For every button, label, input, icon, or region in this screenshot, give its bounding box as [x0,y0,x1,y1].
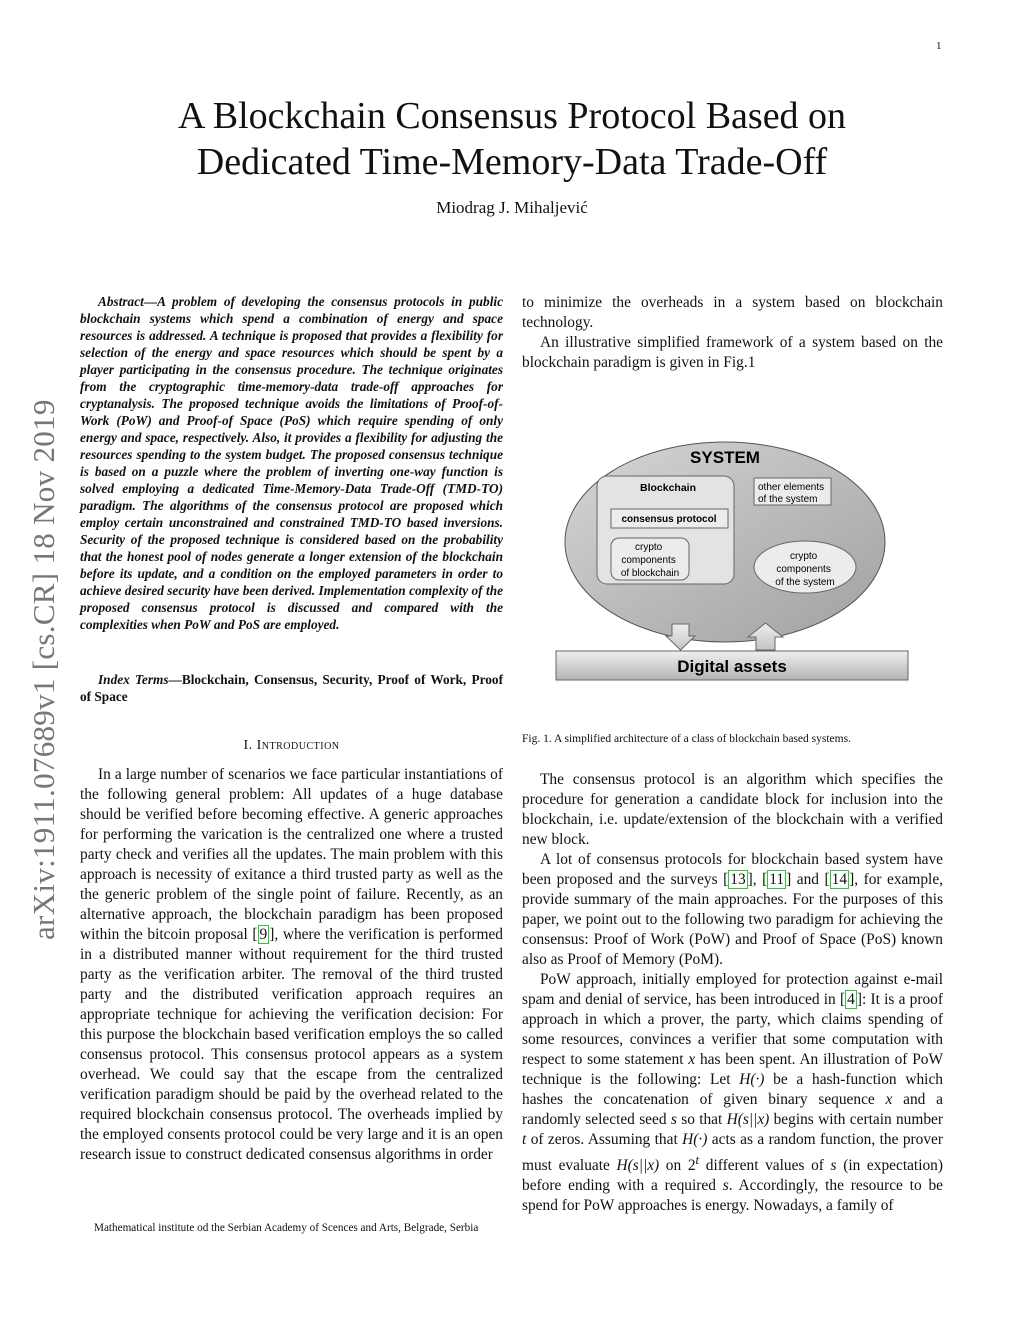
math-s: s [670,1111,677,1128]
surveys-text-b: , for example, provide summary of the main approaches. For the purposes of this paper, we point out to the following two paradigm for achieving the consensus: Proof of Work (PoW) and Proof of Space (PoS) known also as Proof of Memory (PoM). [522,871,944,968]
pow-text-a: PoW approach, initially employed for protection against e-mail spam and denial of service, has been introduced in [522,971,943,1008]
introduction-body [80,765,503,1165]
blockchain-label: Blockchain [639,482,697,494]
math-t-exponent: t [695,1153,700,1167]
intro-paragraph: In a large number of scenarios we face particular instantiations of the following general problem: All updates of a huge database should be verified before becoming effective. A generic approaches for performing the varication is the centralized one where a trusted party check and verifies all the updates. The main problem with this approach is necessity of exitance a third trusted party as well as the the generic problem of the single point of failure. Recently, as an alternative approach, the blockchain paradigm has been proposed within the bitcoin proposal [ 9 ], where the verification is performed in a distributed manner without requirement for the third trusted party as the verification arbiter. The removal of the third trusted party and the distributed verification approach requires an appropriate technique for achieving the verification decision: For this purpose the blockchain based verification employs the so called consensus protocol. This consensus protocol appears as a system overhead. We could say that the escape from the centralized verification paradigm should be paid by the overhead related to the required blockchain consensus protocol. The overheads implied by the employed consents protocol could be very large and it is an open research issue to construct dedicated consensus algorithms in order [80,766,504,1163]
other-elements-label: other elements of the system [758,482,825,505]
paragraph-continuation: to minimize the overheads in a system based on blockchain technology. [522,294,943,331]
pow-text-l: (in expectation) before ending with a required [522,1157,943,1195]
pow-text-d: be a hash-function which hashes the concatenation of given binary sequence [522,1071,943,1108]
digital-assets-label: Digital assets [677,657,787,676]
pow-text-e: and a randomly selected seed [522,1091,943,1128]
pow-text-i: acts as a random function, the prover must evaluate [522,1131,943,1175]
section-numeral: I. [243,738,253,753]
paragraph-consensus-definition: The consensus protocol is an algorithm which specifies the procedure for generation a candidate block for inclusion into the blockchain, i.e. update/extension of the blockchain with a verified new block. [522,771,943,848]
math-hash-fn: H(·) [739,1071,765,1088]
index-terms-text: —Blockchain, Consensus, Security, Proof of Work, Proof of Space [80,672,503,704]
paragraph-pow: PoW approach, initially employed for protection against e-mail spam and denial of service, has been introduced in [ 4 ]: It is a proof approach in which a prover, the party, which claims spending of some resources, convinces a verifier that some computation with respect to some statement x has been spent. An illustration of PoW technique is the following: Let H(·) be a hash-function which hashes the concatenation of given binary sequence x and a randomly selected seed s so that H(s||x) begins with certain number t of zeros. Assuming that H(·) acts as a random function, the prover must evaluate H(s||x) on 2$^t$ different values of s (in expectation) before ending with a required s. Accordingly, the resource to be spend for PoW approaches is energy. Nowadays, a family of [522,971,944,1215]
math-s: s [830,1157,837,1175]
intro-text-a: In a large number of scenarios we face particular instantiations of the following general problem: All updates of a huge database should be verified before becoming effective. A generic approaches for performing the varication is the centralized one where a trusted party check and verifies all the updates. The main problem with this approach is necessity of exitance a third trusted party as well as the the generic problem of the single point of failure. Recently, as an alternative approach, the blockchain paradigm has been proposed within the bitcoin proposal [80,766,503,943]
pow-text-f: so that [676,1111,727,1128]
surveys-sep-2: and [791,871,825,888]
pow-text-j: on [659,1157,688,1175]
math-x: x [885,1091,893,1108]
index-terms-label: Index Terms [98,672,169,687]
intro-text-b: , where the verification is performed in a distributed manner without requirement for the third trusted party as the verification arbiter. The removal of the third trusted party and the distributed verification approach requires an appropriate technique for achieving the verification decision: For this purpose the blockchain based verification employs the so called consensus protocol. This consensus protocol appears as a system overhead. We could say that the escape from the centralized verification paradigm should be paid by the overhead related to the required blockchain consensus protocol. The overheads implied by the employed consents protocol could be very large and it is an open research issue to construct dedicated consensus algorithms in order [80,926,504,1163]
math-t: t [522,1131,527,1148]
crypto-components-system-label: crypto components of the system [775,551,835,588]
citation-link-9[interactable]: 9 [259,926,268,943]
page-number: 1 [936,40,942,52]
math-x: x [688,1051,696,1068]
citation-link-11[interactable]: 11 [769,871,785,888]
system-label: SYSTEM [690,448,760,467]
citation-link-14[interactable]: 14 [831,871,848,888]
section-heading-introduction [80,738,503,754]
right-column-body [522,770,943,1216]
math-hash-concat: H(s||x) [616,1157,660,1175]
surveys-sep-1: , [752,871,763,888]
right-column-top [522,293,943,373]
pow-text-m: . Accordingly, the resource to be spend for PoW approaches is energy. Nowadays, a family of [522,1177,943,1215]
math-hash-concat: H(s||x) [726,1111,770,1128]
consensus-protocol-label: consensus protocol [621,514,717,525]
title-line-2: Dedicated Time-Memory-Data Trade-Off [196,141,828,183]
figure-1-caption: Fig. 1. A simplified architecture of a class of blockchain based systems. [522,733,851,745]
footnote-affiliation: Mathematical institute od the Serbian Academy of Scences and Arts, Belgrade, Serbia [94,1222,479,1234]
paragraph-surveys: A lot of consensus protocols for blockchain based system have been proposed and the surveys [ 13 ], [ 11 ] and [ 14 ], for example, provide summary of the main approaches. For the purposes of this paper, we point out to the following two paradigm for achieving the consensus: Proof of Work (PoW) and Proof of Space (PoS) known also as Proof of Memory (PoM). [522,851,944,968]
section-title: Introduction [256,738,340,753]
title-line-1: A Blockchain Consensus Protocol Based on [177,95,847,137]
abstract-label: Abstract [98,294,144,309]
arxiv-identifier[interactable]: arXiv:1911.07689v1 [cs.CR] 18 Nov 2019 [26,399,61,940]
math-s: s [722,1177,729,1195]
pow-text-k: different values of [699,1157,831,1175]
pow-text-h: of zeros. Assuming that [526,1131,683,1148]
pow-text-b: : It is a proof approach in which a prover, the party, which claims spending of some resources, convinces a verifier that some computation with respect to some statement [522,991,943,1068]
citation-link-13[interactable]: 13 [730,871,746,888]
author-name: Miodrag J. Mihaljević [436,198,588,217]
abstract [80,293,503,633]
abstract-text: —A problem of developing the consensus protocols in public blockchain systems which spend a combination of energy and space resources is addressed. A technique is proposed that provides a flexibility for selection of the energy and space resources which should be spent by a player participating in the consensus procedure. The technique originates from the cryptographic time-memory-data trade-off approaches for cryptanalysis. The proposed technique avoids the limitations of Proof-of-Work (PoW) and Proof-of Space (PoS) which require spending of only energy and space, respectively. Also, it provides a flexibility for adjusting the resources spending to the system budget. The proposed consensus technique is based on a puzzle where the problem of inverting one-way function is solved employing a dedicated Time-Memory-Data Trade-Off (TMD-TO) paradigm. The algorithms of the consensus protocol are proposed which employ certain unconstrained and constrained TMD-TO based inversions. Security of the proposed technique is considered based on the probability that the honest pool of nodes generate a longer extension of the blockchain before its update, and a condition on the employed parameters in order to achieve desired security have been derived. Implementation complexity of the proposed consensus protocol is discussed and compared with the complexities when PoW and PoS are employed. [80,294,503,632]
pow-text-c: has been spent. An illustration of PoW technique is the following: Let [522,1051,943,1088]
paragraph-fig-intro: An illustrative simplified framework of a system based on the blockchain paradigm is given in Fig.1 [522,334,943,371]
math-two: 2 [687,1157,696,1175]
crypto-components-blockchain-label: crypto components of blockchain [620,542,680,579]
index-terms [80,671,503,705]
citation-link-4[interactable]: 4 [847,991,855,1008]
surveys-text-a: A lot of consensus protocols for blockchain based system have been proposed and the surveys [522,851,943,888]
pow-text-g: begins with certain number [769,1111,944,1128]
paper-title [0,93,1024,185]
figure-1-diagram [552,440,912,690]
math-hash-fn: H(·) [682,1131,708,1148]
